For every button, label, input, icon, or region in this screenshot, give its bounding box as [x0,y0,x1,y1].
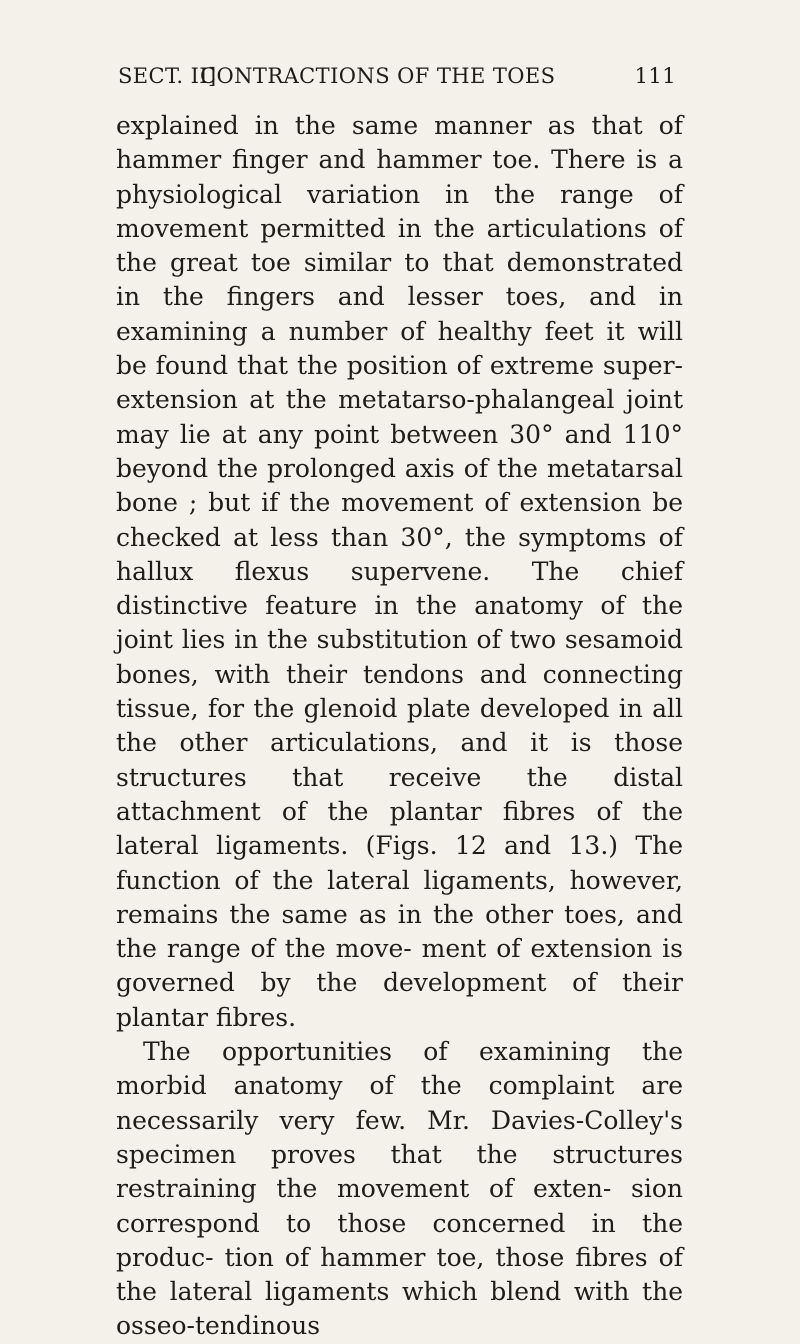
running-head [118,64,678,98]
body-text [116,109,683,1344]
page-number: 111 [634,64,676,88]
chapter-title: CONTRACTIONS OF THE TOES [200,64,556,88]
paragraph-1: explained in the same manner as that of hammer finger and hammer toe. There is a physiological variation in the range of movement permitted in the articulations of the great toe similar to that demonstrated in the fingers and lesser toes, and in examining a number of healthy feet it will be found that the position of extreme super-extension at the metatarso-phalangeal joint may lie at any point between 30° and 110° beyond the prolonged axis of the metatarsal bone ; but if the movement of extension be checked at less than 30°, the symptoms of hallux flexus supervene. The chief distinctive feature in the anatomy of the joint lies in the substitution of two sesamoid bones, with their tendons and connecting tissue, for the glenoid plate developed in all the other articulations, and it is those structures that receive the distal attachment of the plantar fibres of the lateral ligaments. (Figs. 12 and 13.) The function of the lateral ligaments, however, remains the same as in the other toes, and the range of the move- ment of extension is governed by the development of their plantar fibres. [116,111,683,1032]
paragraph-2: The opportunities of examining the morbid anatomy of the complaint are necessarily very few. Mr. Davies-Colley's specimen proves that the structures restraining the movement of exten- sion correspond to those concerned in the produc- tion of hammer toe, those fibres of the lateral ligaments which blend with the osseo-tendinous [116,1037,683,1341]
section-label: SECT. II] [118,64,217,88]
